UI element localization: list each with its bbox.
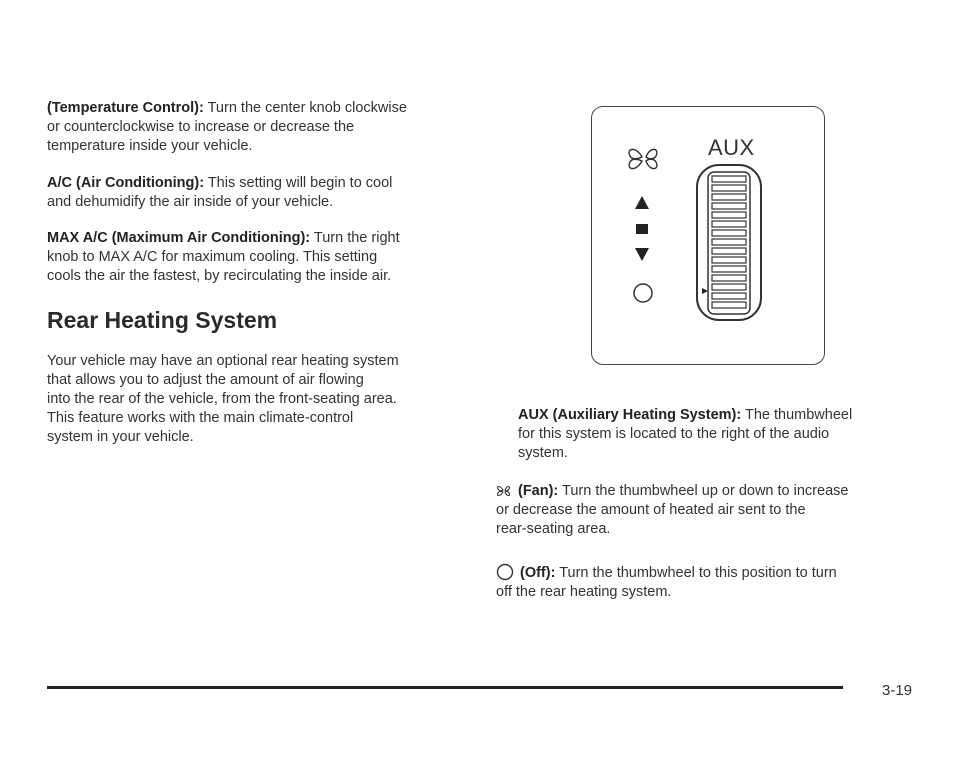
temp-control-term: (Temperature Control): [47, 100, 204, 116]
temp-control-line-1: Turn the center knob clockwise [207, 100, 407, 116]
footer-rule [47, 686, 843, 689]
temp-control-line-3: temperature inside your vehicle. [47, 138, 253, 154]
rear-heating-heading: Rear Heating System [47, 307, 278, 333]
rear-heating-paragraph [47, 352, 399, 447]
fan-paragraph [496, 482, 848, 539]
ac-term: A/C (Air Conditioning): [47, 175, 205, 191]
off-paragraph [496, 563, 837, 602]
aux-paragraph [518, 406, 852, 463]
rear-body-line-2: that allows you to adjust the amount of air flowing [47, 372, 364, 388]
fan-line-2: or decrease the amount of heated air sent to the [496, 502, 806, 518]
off-line-2: off the rear heating system. [496, 584, 672, 600]
fan-line-1: Turn the thumbwheel up or down to increase [562, 483, 849, 499]
off-circle-icon [496, 563, 514, 581]
rear-body-line-3: into the rear of the vehicle, from the front-seating area. [47, 391, 397, 407]
off-line-1: Turn the thumbwheel to this position to turn [559, 565, 837, 581]
aux-line-1: The thumbwheel [744, 407, 853, 423]
aux-term: AUX (Auxiliary Heating System): [518, 407, 742, 423]
fan-icon [629, 149, 657, 168]
max-ac-line-3: cools the air the fastest, by recirculating the inside air. [47, 268, 392, 284]
ac-line-2: and dehumidify the air inside of your vehicle. [47, 194, 334, 210]
aux-line-2: for this system is located to the right of the audio [518, 426, 830, 442]
stop-square-icon [636, 224, 648, 234]
ac-paragraph [47, 174, 392, 212]
down-arrow-icon [635, 248, 649, 261]
thumbwheel-icon [697, 165, 761, 320]
rear-body-line-5: system in your vehicle. [47, 429, 194, 445]
max-ac-line-1: Turn the right [313, 230, 400, 246]
max-ac-term: MAX A/C (Maximum Air Conditioning): [47, 230, 311, 246]
off-term: (Off): [520, 565, 556, 581]
aux-label: AUX [708, 135, 755, 160]
max-ac-line-2: knob to MAX A/C for maximum cooling. This setting [47, 249, 378, 265]
fan-term: (Fan): [518, 483, 559, 499]
fan-icon [496, 484, 512, 498]
max-ac-paragraph [47, 229, 400, 286]
up-arrow-icon [635, 196, 649, 209]
page-number: 3-19 [882, 682, 913, 699]
rear-body-line-4: This feature works with the main climate-control [47, 410, 354, 426]
aux-line-3: system. [518, 445, 568, 461]
off-circle-icon [634, 284, 652, 302]
aux-diagram-graphics [620, 140, 810, 330]
rear-body-line-1: Your vehicle may have an optional rear heating system [47, 353, 399, 369]
fan-line-3: rear-seating area. [496, 521, 611, 537]
temp-control-paragraph [47, 99, 407, 156]
ac-line-1: This setting will begin to cool [207, 175, 393, 191]
temp-control-line-2: or counterclockwise to increase or decrease the [47, 119, 355, 135]
